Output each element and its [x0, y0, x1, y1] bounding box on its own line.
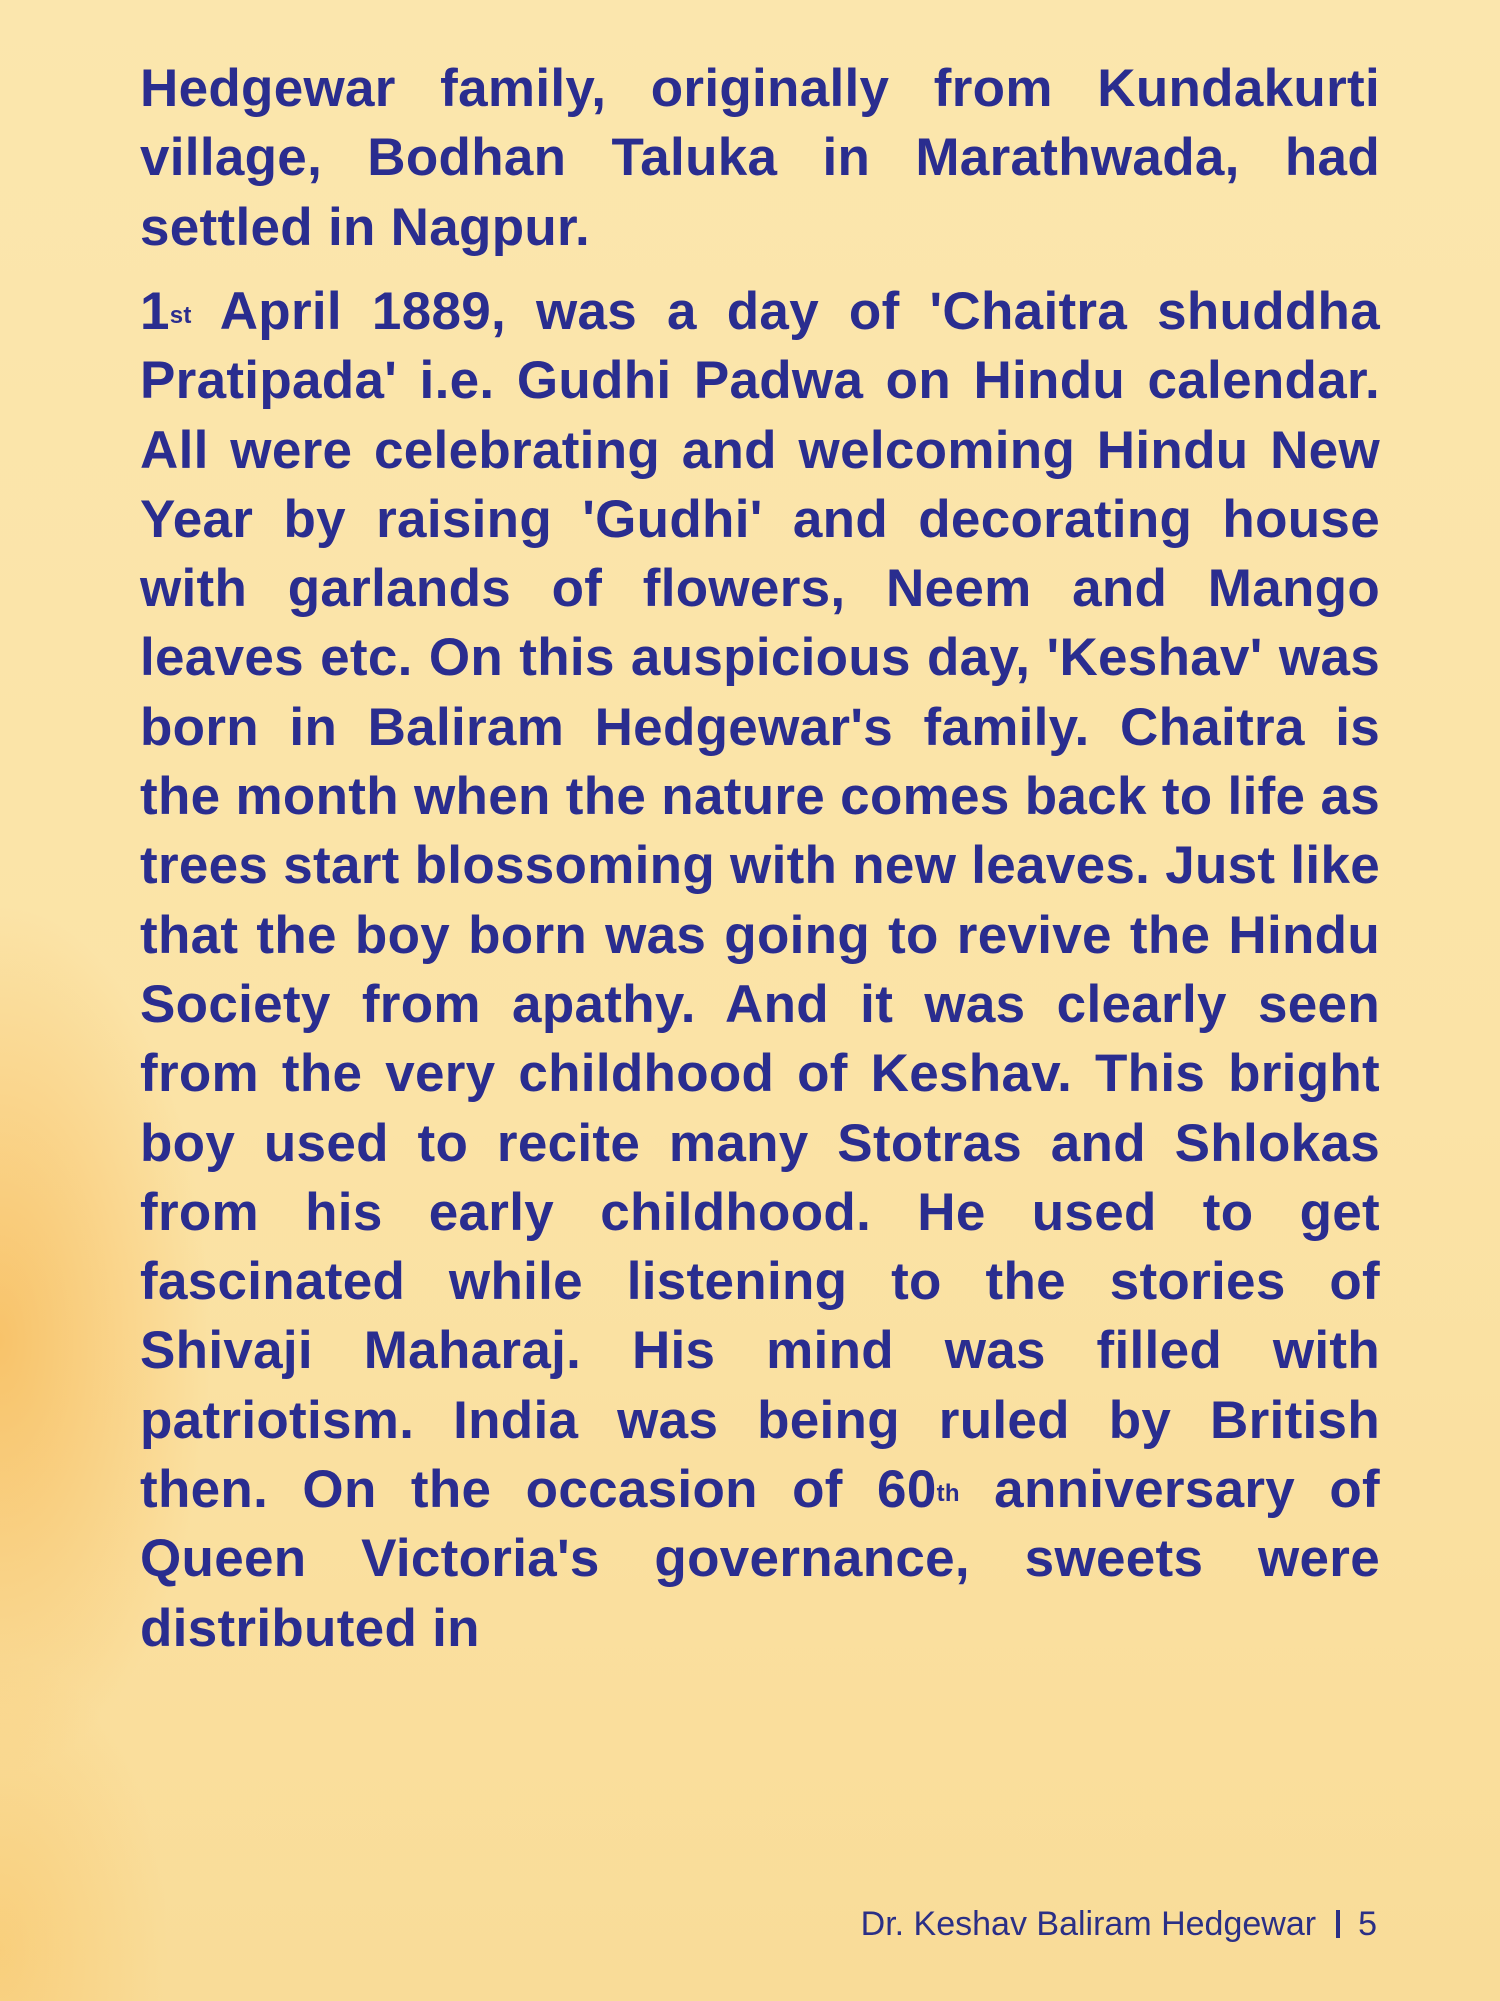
anniversary-ordinal-superscript: th	[936, 1480, 960, 1508]
page-footer	[861, 1905, 1377, 1944]
paragraph-birth-story	[140, 277, 1380, 1663]
date-number: 1	[140, 282, 170, 341]
paragraph-family-origin: Hedgewar family, originally from Kundakurti village, Bodhan Taluka in Marathwada, had settled in Nagpur.	[140, 59, 1380, 257]
footer-separator	[1336, 1910, 1340, 1938]
paragraph-birth-text-b: anniversary of Queen Victoria's governance, sweets were distributed in	[140, 1460, 1380, 1658]
date-ordinal-superscript: st	[169, 302, 192, 329]
footer-book-title: Dr. Keshav Baliram Hedgewar	[860, 1905, 1317, 1943]
paragraph-birth-text-a: April 1889, was a day of 'Chaitra shuddha Pratipada' i.e. Gudhi Padwa on Hindu calendar. All were celebrating and welcoming Hindu New Year by raising 'Gudhi' and decorating house with garlands of flowers, Neem and Mango leaves etc. On this auspicious day, 'Keshav' was born in Baliram Hedgewar's family. Chaitra is the month when the nature comes back to life as trees start blossoming with new leaves. Just like that the boy born was going to revive the Hindu Society from apathy. And it was clearly seen from the very childhood of Keshav. This bright boy used to recite many Stotras and Shlokas from his early childhood. He used to get fascinated while listening to the stories of Shivaji Maharaj. His mind was filled with patriotism. India was being ruled by British then. On the occasion of 60	[140, 282, 1381, 1520]
page-number: 5	[1358, 1905, 1377, 1943]
